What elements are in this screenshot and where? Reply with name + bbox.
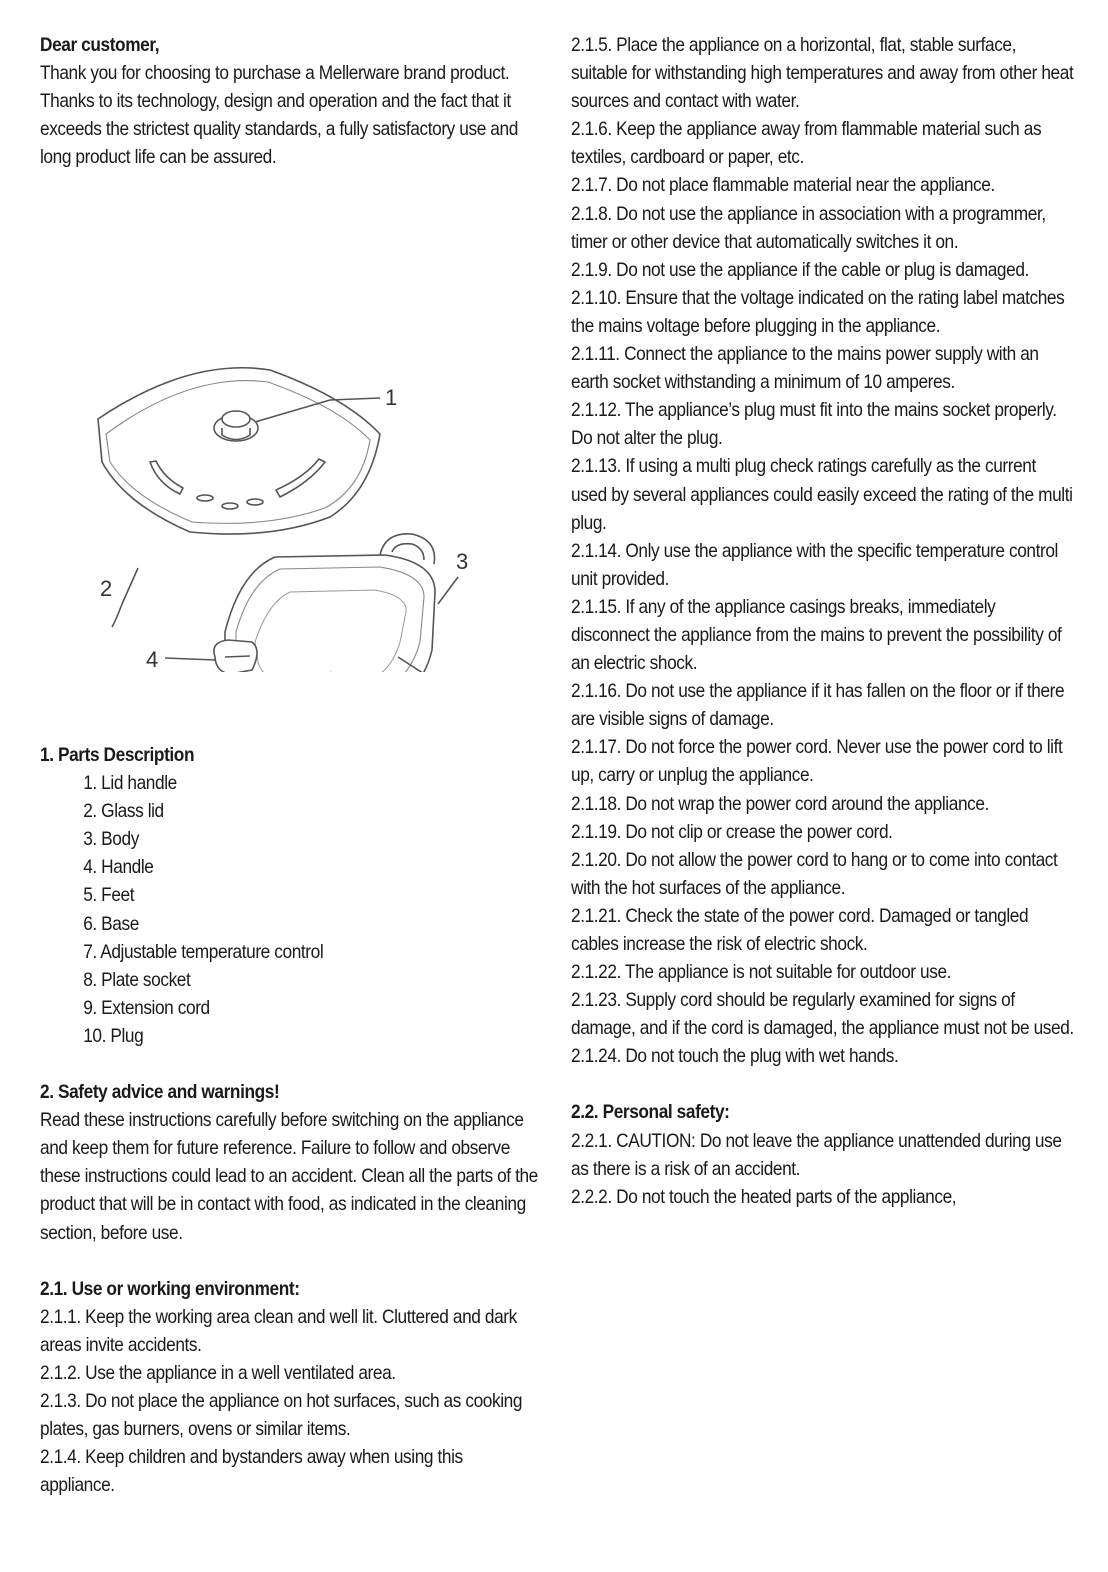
environment-item: 2.1.5. Place the appliance on a horizontal, flat, stable surface, suitable for withstanding high temperatures and away from other heat sources and contact with water. [571, 35, 1074, 113]
safety-body: Read these instructions carefully before switching on the appliance and keep them for future reference. Failure to follow and observe these instructions could lead to an accident. Clean all the parts of the product that will be in contact with food, as indicated in the cleaning section, before use. [40, 1110, 538, 1244]
parts-list [40, 770, 540, 1051]
appliance-diagram [40, 172, 540, 672]
parts-item: 6. Base [83, 913, 139, 935]
environment-item: 2.1.22. The appliance is not suitable for outdoor use. [571, 962, 952, 984]
parts-item: 8. Plate socket [83, 969, 191, 991]
intro-section [40, 32, 540, 172]
intro-heading: Dear customer, [40, 35, 160, 56]
environment-item: 2.1.11. Connect the appliance to the mains power supply with an earth socket withstanding a minimum of 10 amperes. [571, 344, 1039, 394]
parts-section [40, 742, 540, 1500]
environment-item: 2.1.20. Do not allow the power cord to hang or to come into contact with the hot surfaces of the appliance. [571, 849, 1058, 899]
environment-item: 2.1.23. Supply cord should be regularly examined for signs of damage, and if the cord is damaged, the appliance must not be used. [571, 990, 1074, 1040]
callout-3: 3 [456, 549, 469, 575]
environment-item: 2.1.8. Do not use the appliance in association with a programmer, timer or other device that automatically switches it on. [571, 203, 1046, 253]
environment-item: 2.1.7. Do not place flammable material near the appliance. [571, 175, 995, 197]
parts-item: 4. Handle [83, 857, 154, 879]
environment-item: 2.1.4. Keep children and bystanders away when using this appliance. [40, 1447, 463, 1497]
parts-item: 7. Adjustable temperature control [83, 941, 324, 963]
environment-item: 2.1.18. Do not wrap the power cord around the appliance. [571, 793, 989, 815]
personal-item: 2.2.1. CAUTION: Do not leave the appliance unattended during use as there is a risk of an accident. [571, 1130, 1062, 1180]
environment-item: 2.1.10. Ensure that the voltage indicated on the rating label matches the mains voltage before plugging in the appliance. [571, 287, 1065, 337]
personal-safety-heading: 2.2. Personal safety: [571, 1102, 730, 1124]
glass-lid-rim [106, 381, 370, 524]
environment-item: 2.1.12. The appliance’s plug must fit into the mains socket properly. Do not alter the plug. [571, 400, 1057, 450]
environment-item: 2.1.6. Keep the appliance away from flammable material such as textiles, cardboard or paper, etc. [571, 119, 1042, 169]
left-column [40, 32, 540, 1497]
intro-body: Thank you for choosing to purchase a Mellerware brand product. Thanks to its technology, design and operation and the fact that it exceeds the strictest quality standards, a fully satisfactory use and long product life can be assured. [40, 63, 518, 169]
parts-item: 9. Extension cord [83, 997, 210, 1019]
callout-5 [458, 671, 470, 672]
environment-heading: 2.1. Use or working environment: [40, 1278, 300, 1300]
environment-item: 2.1.2. Use the appliance in a well ventilated area. [40, 1362, 396, 1384]
parts-item: 2. Glass lid [83, 801, 164, 823]
parts-item: 5. Feet [83, 885, 135, 907]
callout-4: 4 [146, 647, 159, 673]
parts-item: 3. Body [83, 829, 139, 851]
environment-item: 2.1.24. Do not touch the plug with wet hands. [571, 1046, 899, 1068]
environment-item: 2.1.19. Do not clip or crease the power cord. [571, 821, 893, 843]
environment-item: 2.1.17. Do not force the power cord. Never use the power cord to lift up, carry or unplug the appliance. [571, 737, 1063, 787]
environment-item: 2.1.15. If any of the appliance casings breaks, immediately disconnect the appliance from the mains to prevent the possibility of an electric shock. [571, 596, 1062, 675]
personal-item: 2.2.2. Do not touch the heated parts of the appliance, [571, 1186, 957, 1208]
parts-item: 10. Plug [83, 1025, 144, 1047]
callout-1: 1 [385, 385, 398, 411]
environment-item: 2.1.13. If using a multi plug check ratings carefully as the current used by several appliances could easily exceed the rating of the multi plug. [571, 456, 1073, 534]
environment-item: 2.1.14. Only use the appliance with the specific temperature control unit provided. [571, 540, 1058, 590]
environment-item: 2.1.3. Do not place the appliance on hot surfaces, such as cooking plates, gas burners, ovens or similar items. [40, 1390, 523, 1441]
environment-item: 2.1.21. Check the state of the power cord. Damaged or tangled cables increase the risk of electric shock. [571, 905, 1029, 955]
glass-lid-shape [98, 368, 380, 534]
callout-2: 2 [100, 576, 113, 602]
parts-item: 1. Lid handle [83, 773, 177, 795]
safety-heading: 2. Safety advice and warnings! [40, 1082, 280, 1104]
environment-item: 2.1.9. Do not use the appliance if the cable or plug is damaged. [571, 259, 1029, 281]
electric-pan-illustration [40, 172, 540, 672]
parts-heading: 1. Parts Description [40, 745, 195, 766]
right-column [571, 32, 1076, 1212]
environment-continued [571, 32, 1075, 1212]
environment-item: 2.1.16. Do not use the appliance if it has fallen on the floor or if there are visible signs of damage. [571, 681, 1065, 731]
environment-item: 2.1.1. Keep the working area clean and well lit. Cluttered and dark areas invite accidents. [40, 1306, 517, 1356]
